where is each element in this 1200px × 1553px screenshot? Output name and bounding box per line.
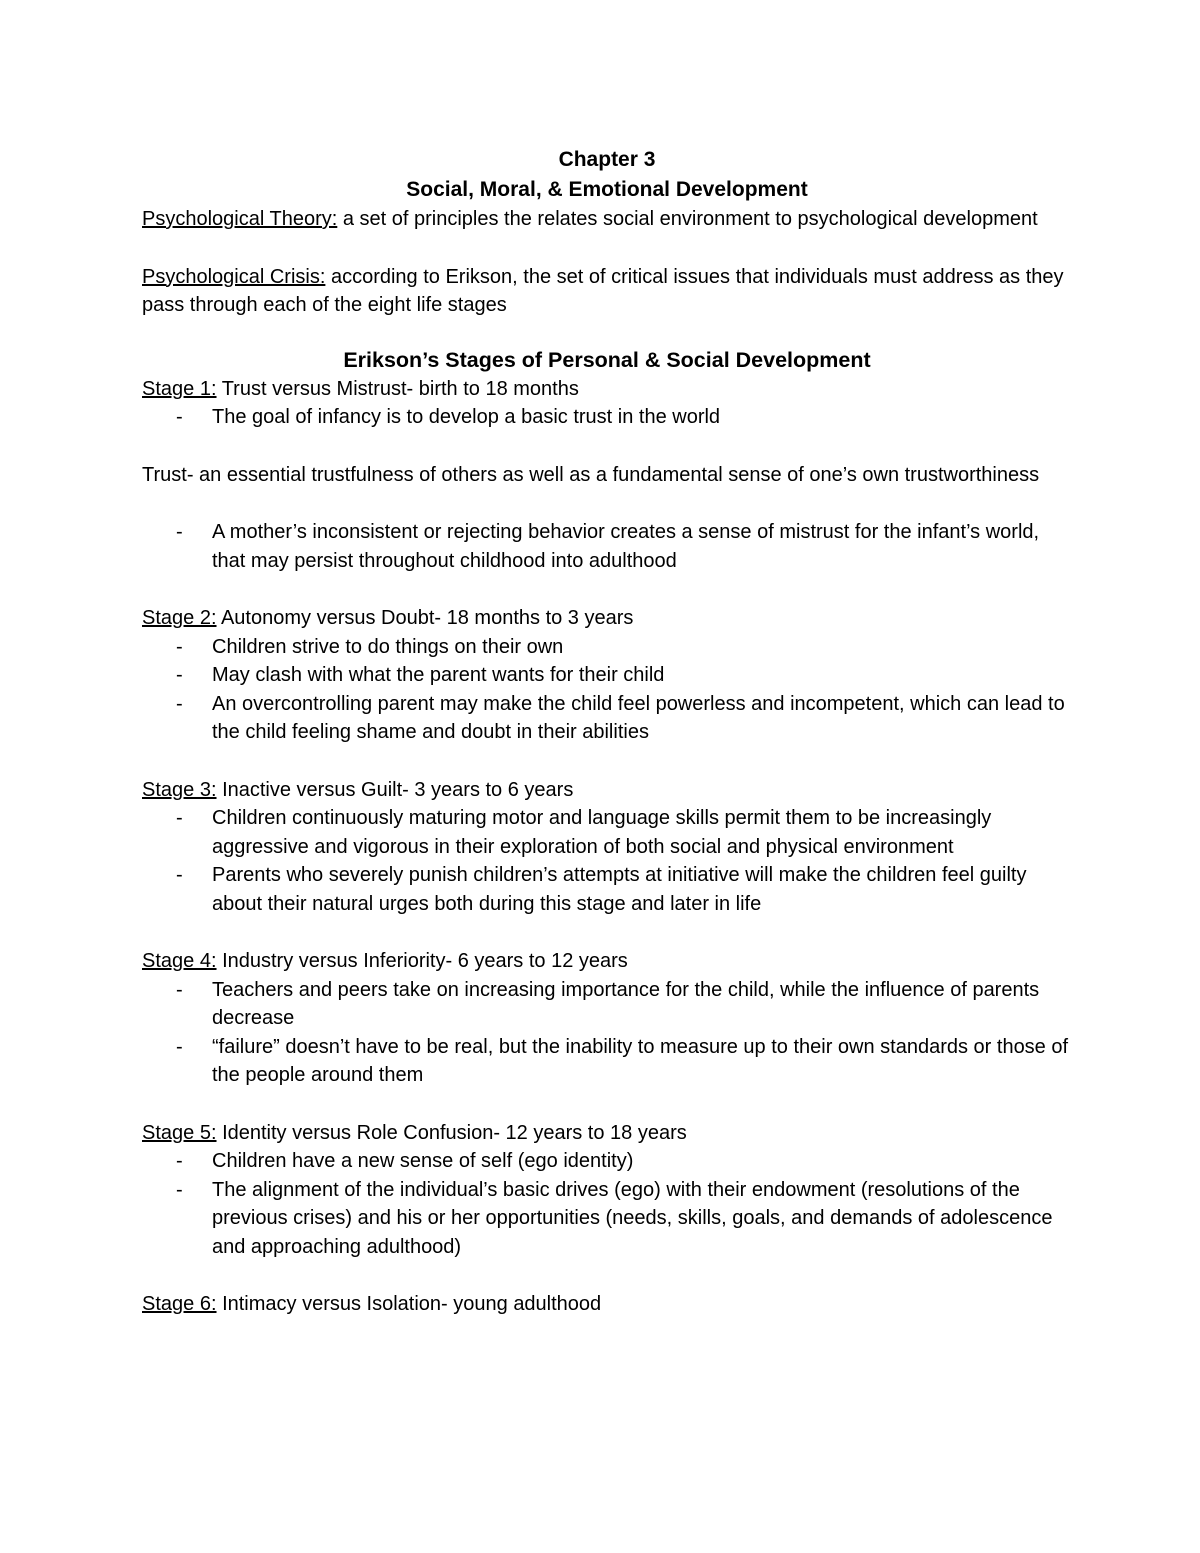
stage-5-heading [142, 1119, 1072, 1148]
stage-title: Inactive versus Guilt- 3 years to 6 years [216, 778, 574, 801]
list-item [142, 804, 1072, 861]
list-item [142, 1176, 1072, 1262]
stage-2-bullet-list [142, 633, 1072, 747]
stage-label: Stage 6: [142, 1293, 217, 1315]
definition-psychological-crisis [142, 263, 1072, 320]
dash-bullet: - [176, 664, 183, 686]
definition-text: according to Erikson, the set of critical issues that individuals must address as they pass through each of the eight life stages [142, 265, 1064, 316]
definition-text: a set of principles the relates social environment to psychological development [337, 208, 1038, 230]
stage-label: Stage 5: [142, 1121, 217, 1144]
stage-3-heading [142, 776, 1072, 805]
stage-label: Stage 3: [142, 778, 217, 801]
list-item [142, 861, 1072, 918]
dash-bullet: - [176, 635, 183, 658]
stage-5-bullet-list [142, 1147, 1072, 1261]
dash-bullet: - [176, 406, 183, 428]
dash-bullet: - [176, 521, 183, 543]
dash-bullet: - [176, 864, 183, 886]
list-item-text: Children have a new sense of self (ego identity) [212, 1150, 634, 1172]
chapter-subtitle: Social, Moral, & Emotional Development [406, 178, 808, 201]
document-body [142, 145, 1072, 1319]
stage-6-heading [142, 1290, 1072, 1319]
list-item-text: Children continuously maturing motor and language skills permit them to be increasingly aggressive and vigorous in their exploration of both social and physical environment [212, 807, 992, 858]
chapter-title: Chapter 3 [558, 148, 656, 171]
list-item-text: Parents who severely punish children’s attempts at initiative will make the children feel guilty about their natural urges both during this stage and later in life [212, 864, 1027, 915]
stage-title: Intimacy versus Isolation- young adulthood [216, 1293, 602, 1315]
stage-title: Identity versus Role Confusion- 12 years to 18 years [216, 1121, 687, 1144]
definition-psychological-theory [142, 205, 1072, 234]
list-item-text: Teachers and peers take on increasing importance for the child, while the influence of parents decrease [212, 978, 1040, 1029]
stage-1-heading [142, 375, 1072, 404]
list-item-text: May clash with what the parent wants for their child [212, 664, 665, 686]
dash-bullet: - [176, 692, 183, 715]
list-item [142, 403, 1072, 432]
stage-label: Stage 1: [142, 377, 217, 400]
list-item-text: The alignment of the individual’s basic drives (ego) with their endowment (resolutions of the previous crises) and his or her opportunities (needs, skills, goals, and demands of adolescence and approaching adulthood) [212, 1178, 1053, 1258]
list-item [142, 1147, 1072, 1176]
definition-term: Psychological Theory: [142, 208, 338, 230]
section-heading: Erikson’s Stages of Personal & Social Development [343, 347, 871, 372]
dash-bullet: - [176, 978, 183, 1001]
stage-1-extra-bullet-list [142, 518, 1072, 575]
list-item-text: A mother’s inconsistent or rejecting behavior creates a sense of mistrust for the infant’s world, that may persist throughout childhood into adulthood [212, 521, 1040, 572]
list-item-text: The goal of infancy is to develop a basic trust in the world [212, 406, 721, 428]
stage-3-bullet-list [142, 804, 1072, 918]
stage-4-bullet-list [142, 976, 1072, 1090]
list-item [142, 1033, 1072, 1090]
stage-1-bullet-list [142, 403, 1072, 432]
dash-bullet: - [176, 1178, 183, 1201]
list-item-text: “failure” doesn’t have to be real, but the inability to measure up to their own standards or those of the people around them [212, 1035, 1069, 1086]
list-item [142, 661, 1072, 690]
stage-title: Industry versus Inferiority- 6 years to 12 years [216, 950, 628, 972]
stage-title: Trust versus Mistrust- birth to 18 months [216, 377, 579, 400]
list-item [142, 633, 1072, 662]
trust-definition: Trust- an essential trustfulness of others as well as a fundamental sense of one’s own trustworthiness [142, 463, 1040, 486]
list-item-text: Children strive to do things on their own [212, 635, 564, 658]
dash-bullet: - [176, 1035, 183, 1058]
stage-4-heading [142, 947, 1072, 976]
list-item [142, 518, 1072, 575]
stage-title: Autonomy versus Doubt- 18 months to 3 years [216, 607, 634, 629]
list-item [142, 690, 1072, 747]
list-item [142, 976, 1072, 1033]
stage-label: Stage 2: [142, 607, 217, 629]
stage-label: Stage 4: [142, 950, 217, 972]
stage-2-heading [142, 604, 1072, 633]
dash-bullet: - [176, 807, 183, 829]
dash-bullet: - [176, 1150, 183, 1172]
list-item-text: An overcontrolling parent may make the child feel powerless and incompetent, which can lead to the child feeling shame and doubt in their abilities [212, 692, 1065, 743]
definition-term: Psychological Crisis: [142, 265, 326, 288]
